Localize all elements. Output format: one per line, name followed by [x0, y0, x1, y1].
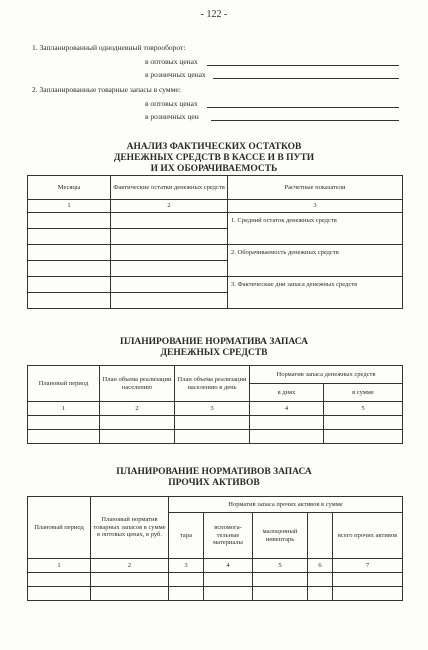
col-header-tara: тара	[169, 513, 204, 559]
plan-item-1: 1. Запланированный однодневный товрооборот:	[32, 43, 186, 52]
col-header-in-sum: в сумме	[324, 384, 403, 402]
col-header-plan-sales: План объема реализации населению	[100, 366, 175, 402]
col-header-cash-norm: Норматив запаса денежных средств	[250, 366, 403, 384]
col-header-blank	[308, 513, 333, 559]
plan-item-2-retail: в розничных цен	[145, 112, 199, 121]
page-number: - 122 -	[200, 9, 228, 20]
cash-norm-table: Плановый период План объема реализации населению План объема реализации населению в день Норматив запаса денежных средств в днях в сумме 1 2 3 4 5	[27, 365, 403, 444]
indicator-days-reserve: 3. Фактические дни запаса денежных средств	[228, 277, 403, 309]
col-header-aux-materials: вспомога-тельные материалы	[204, 513, 253, 559]
col-header-other-assets-norm: Норматив запаса прочих активов в сумме	[169, 497, 403, 513]
col-header-period: Плановый период	[28, 497, 91, 559]
col-header-months: Месяцы	[28, 176, 111, 200]
plan-item-1-retail: в розничных ценах	[145, 70, 206, 79]
col-header-plan-sales-day: План объема реализации населению в день	[175, 366, 250, 402]
col-header-calculated: Расчетные показатели	[228, 176, 403, 200]
col-header-inventory: малоценный инвентарь	[253, 513, 308, 559]
col-header-period: Плановый период	[28, 366, 100, 402]
col-header-total: всего прочих активов	[333, 513, 403, 559]
cash-balance-table: Месяцы Фактические остатки денежных средств Расчетные показатели 1 2 3 1. Средний остаток денежных средств 2. Оборачиваемость денежных средств 3. Фактические дни запаса денежных средств	[27, 175, 403, 309]
plan-item-2-wholesale: в оптовых ценах	[145, 99, 198, 108]
col-header-goods-norm: Плановый норматив товарных запасов в сумме в оптовых ценах, в руб.	[91, 497, 169, 559]
plan-item-1-retail-field[interactable]	[213, 78, 399, 79]
section2-title: ПЛАНИРОВАНИЕ НОРМАТИВА ЗАПАСА ДЕНЕЖНЫХ СРЕДСТВ	[119, 337, 309, 358]
indicator-average-balance: 1. Средний остаток денежных средств	[228, 213, 403, 245]
section3-title: ПЛАНИРОВАНИЕ НОРМАТИВОВ ЗАПАСА ПРОЧИХ АКТИВОВ	[116, 467, 312, 488]
plan-item-2-retail-field[interactable]	[211, 120, 399, 121]
col-header-in-days: в днях	[250, 384, 324, 402]
plan-item-1-wholesale: в оптовых ценах	[145, 57, 198, 66]
plan-item-2-wholesale-field[interactable]	[207, 107, 399, 108]
col-header-actual-balance: Фактические остатки денежных средств	[111, 176, 228, 200]
indicator-turnover: 2. Оборачиваемость денежных средств	[228, 245, 403, 277]
plan-item-2: 2. Запланированные товарные запасы в сумме:	[32, 85, 181, 94]
section1-title: АНАЛИЗ ФАКТИЧЕСКИХ ОСТАТКОВ ДЕНЕЖНЫХ СРЕДСТВ В КАССЕ И В ПУТИ И ИХ ОБОРАЧИВАЕМОСТЬ	[113, 142, 315, 174]
other-assets-table: Плановый период Плановый норматив товарных запасов в сумме в оптовых ценах, в руб. Норматив запаса прочих активов в сумме тара вспомога-тельные материалы малоценный инвентарь всего прочих активов 1 2 3 4 5 6 7	[27, 496, 403, 601]
plan-item-1-wholesale-field[interactable]	[207, 65, 399, 66]
